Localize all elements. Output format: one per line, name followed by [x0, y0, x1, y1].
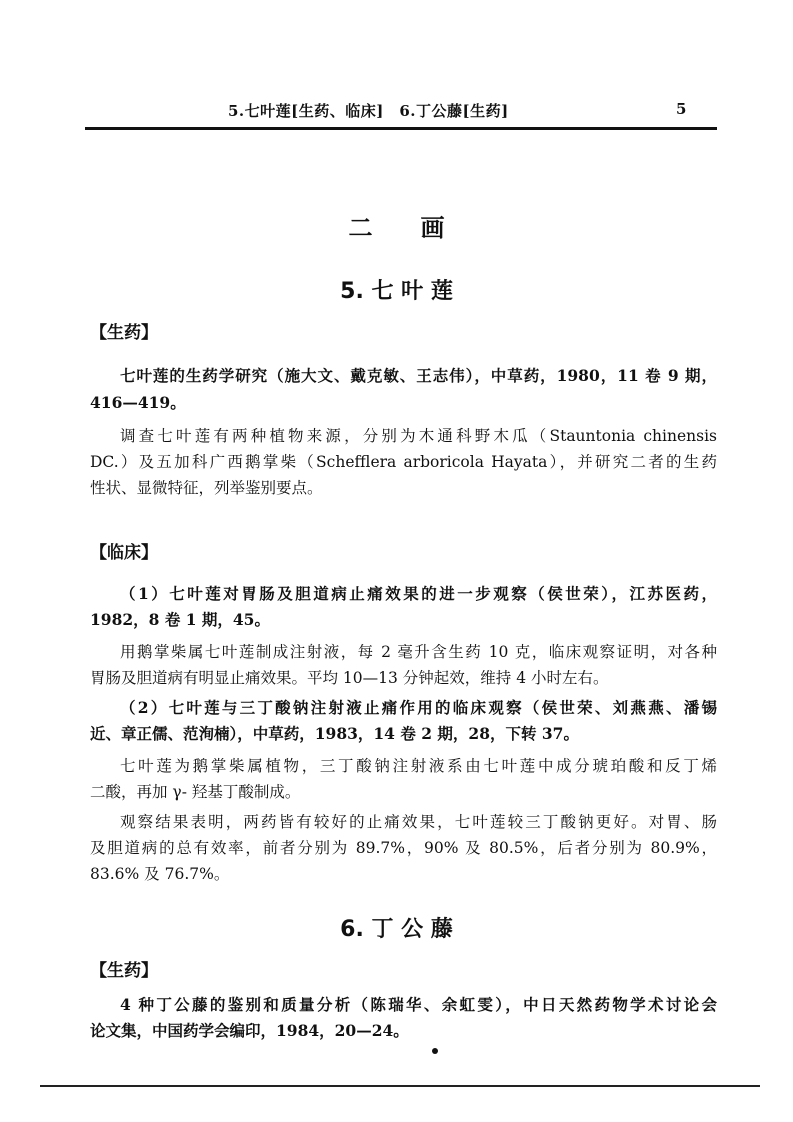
text-line: 及胆道病的总有效率，前者分别为 89.7%，90% 及 80.5%，后者分别为 80.9%，: [90, 839, 717, 857]
section-tag: 【生药】: [90, 323, 158, 343]
reference-line: 论文集，中国药学会编印，1984，20—24。: [90, 1021, 409, 1040]
text-line: 调查七叶莲有两种植物来源，分别为木通科野木瓜（Stauntonia chinensis: [120, 427, 717, 445]
section-tag: 【临床】: [90, 543, 158, 563]
page-number: 5: [676, 100, 687, 118]
text-line: DC.）及五加科广西鹅掌柴（Schefflera arboricola Hayata），并研究二者的生药: [90, 453, 717, 471]
text-line: 七叶莲为鹅掌柴属植物，三丁酸钠注射液系由七叶莲中成分琥珀酸和反丁烯: [120, 757, 717, 775]
entry-title: 5. 七 叶 莲: [340, 279, 453, 304]
text-line: 性状、显微特征，列举鉴别要点。: [90, 479, 323, 497]
text-line: 观察结果表明，两药皆有较好的止痛效果，七叶莲较三丁酸钠更好。对胃、肠: [120, 813, 717, 831]
text-line: 用鹅掌柴属七叶莲制成注射液，每 2 毫升含生药 10 克，临床观察证明，对各种: [120, 643, 717, 661]
entry-title: 6. 丁 公 藤: [340, 917, 453, 942]
text-line: 二酸，再加 γ- 羟基丁酸制成。: [90, 783, 301, 801]
header-rule: [85, 127, 717, 130]
reference-line: 七叶莲的生药学研究（施大文、戴克敏、王志伟），中草药，1980，11 卷 9 期，: [120, 366, 717, 385]
chapter-title: 二 画: [348, 213, 445, 242]
scan-mark: [432, 1048, 438, 1054]
reference-line: （2）七叶莲与三丁酸钠注射液止痛作用的临床观察（侯世荣、刘燕燕、潘锡: [120, 698, 717, 717]
reference-line: 4 种丁公藤的鉴别和质量分析（陈瑞华、余虹雯），中日天然药物学术讨论会: [120, 995, 717, 1014]
reference-line: （1）七叶莲对胃肠及胆道病止痛效果的进一步观察（侯世荣），江苏医药，: [120, 584, 717, 603]
reference-line: 近、章正儒、范洵楠），中草药，1983，14 卷 2 期，28，下转 37。: [90, 724, 579, 743]
running-header: 5.七叶莲[生药、临床] 6.丁公藤[生药]: [228, 102, 509, 120]
reference-line: 416—419。: [90, 393, 186, 412]
text-line: 胃肠及胆道病有明显止痛效果。平均 10—13 分钟起效，维持 4 小时左右。: [90, 669, 609, 687]
text-line: 83.6% 及 76.7%。: [90, 865, 230, 883]
footer-rule: [40, 1085, 760, 1087]
reference-line: 1982，8 卷 1 期，45。: [90, 610, 270, 629]
section-tag: 【生药】: [90, 961, 158, 981]
